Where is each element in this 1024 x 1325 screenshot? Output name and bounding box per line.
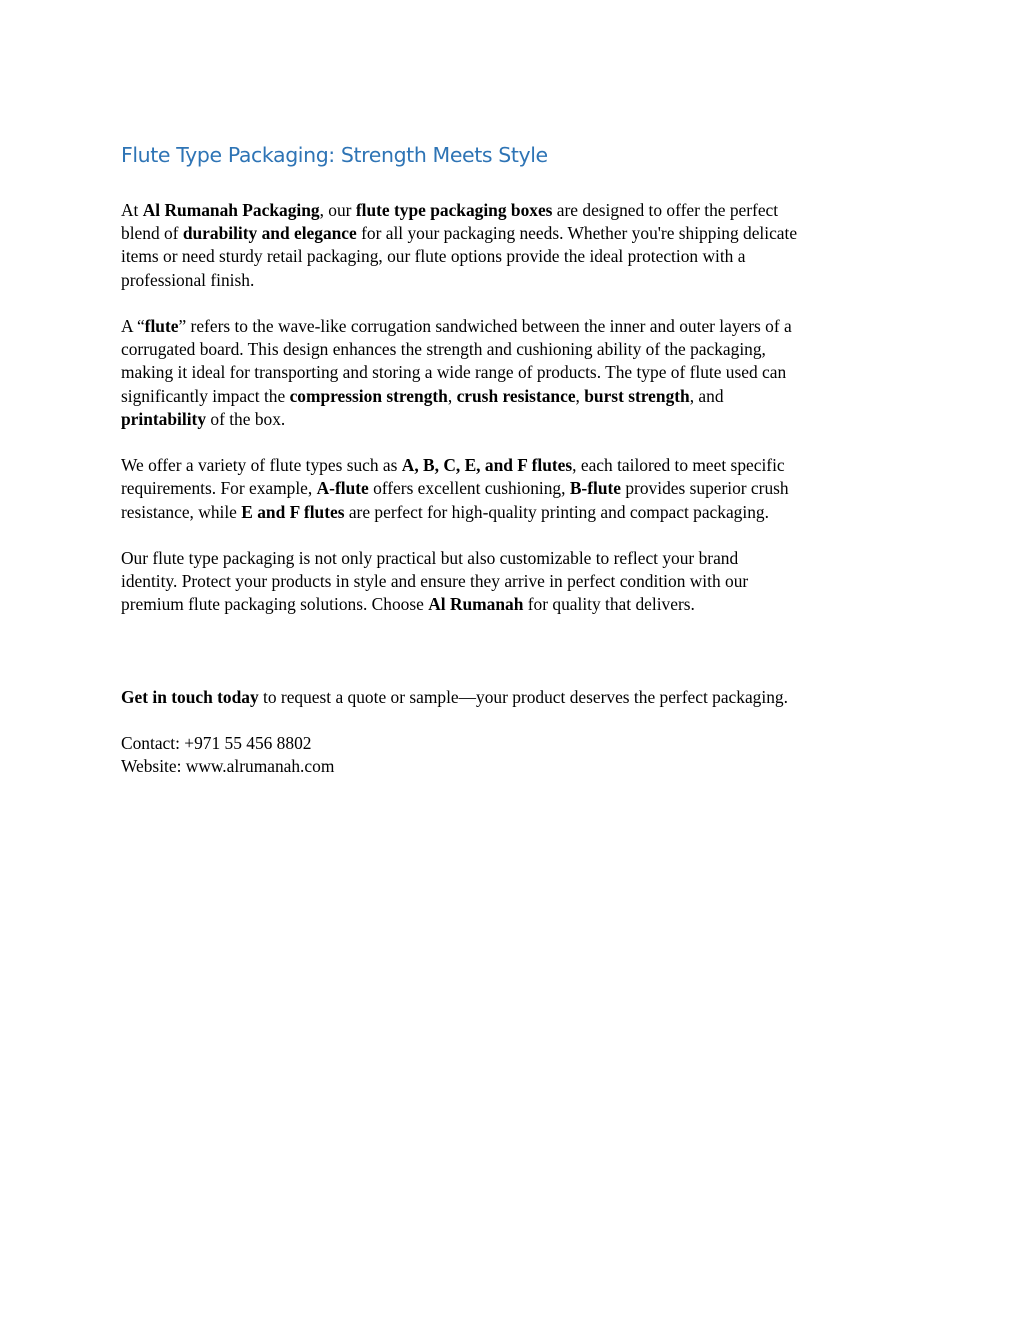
cta-bold: Get in touch today	[121, 686, 259, 707]
text-run: for quality that delivers.	[523, 594, 695, 615]
text-run: blend of	[121, 223, 183, 244]
flute-types-paragraph	[121, 454, 911, 524]
text-run: , and	[689, 385, 724, 406]
flute-line-5	[121, 408, 911, 431]
intro-line-4: professional finish.	[121, 269, 255, 290]
emphasis-bold: E and F flutes	[241, 501, 345, 522]
flute-line-1	[121, 315, 911, 338]
text-run: of the box.	[206, 408, 286, 429]
intro-line-1	[121, 199, 911, 222]
product-name-bold: flute type packaging boxes	[355, 200, 553, 220]
flute-definition-paragraph	[121, 315, 911, 431]
emphasis-bold: B-flute	[569, 478, 622, 499]
text-run: requirements. For example,	[121, 478, 317, 499]
text-run: , our	[319, 200, 356, 220]
intro-line-2	[121, 222, 911, 245]
text-run: A “	[121, 316, 145, 336]
emphasis-bold: crush resistance	[456, 385, 576, 406]
company-name-bold: Al Rumanah	[428, 594, 524, 615]
intro-paragraph	[121, 199, 911, 292]
text-run: , each tailored to meet specific	[572, 455, 785, 476]
custom-line-3	[121, 593, 911, 616]
text-run: to request a quote or sample—your product deserves the perfect packaging.	[258, 686, 788, 707]
custom-line-1: Our flute type packaging is not only practical but also customizable to reflect your brand	[121, 548, 739, 568]
flute-line-4	[121, 385, 911, 408]
types-line-3	[121, 501, 911, 524]
text-run: for all your packaging needs. Whether you're shipping delicate	[356, 223, 798, 244]
emphasis-bold: flute	[144, 316, 179, 336]
emphasis-bold: compression strength	[289, 385, 448, 406]
contact-phone: Contact: +971 55 456 8802	[121, 733, 312, 753]
text-run: ,	[575, 385, 585, 406]
text-run: are perfect for high-quality printing and compact packaging.	[344, 501, 769, 522]
text-run: significantly impact the	[121, 385, 290, 406]
types-line-1	[121, 454, 911, 477]
contact-website: Website: www.alrumanah.com	[121, 756, 335, 777]
types-line-2	[121, 477, 911, 500]
custom-line-2: identity. Protect your products in style and ensure they arrive in perfect condition with our	[121, 571, 749, 592]
text-run: resistance, while	[121, 501, 242, 522]
intro-line-3: items or need sturdy retail packaging, our flute options provide the ideal protection with a	[121, 246, 746, 267]
document-body	[121, 138, 911, 802]
text-run: provides superior crush	[621, 478, 789, 499]
customization-paragraph	[121, 547, 911, 617]
text-run: premium flute packaging solutions. Choose	[121, 594, 429, 615]
text-run: ,	[447, 385, 457, 406]
flute-line-2: corrugated board. This design enhances the strength and cushioning ability of the packaging,	[121, 339, 766, 360]
text-run: We offer a variety of flute types such as	[121, 455, 402, 476]
emphasis-bold: A, B, C, E, and F flutes	[401, 455, 573, 476]
flute-line-3: making it ideal for transporting and storing a wide range of products. The type of flute used can	[121, 362, 787, 383]
text-run: At	[121, 200, 143, 220]
company-name-bold: Al Rumanah Packaging	[142, 200, 320, 220]
call-to-action-paragraph	[121, 686, 911, 709]
emphasis-bold: printability	[121, 408, 207, 429]
text-run: offers excellent cushioning,	[368, 478, 570, 499]
emphasis-bold: A-flute	[316, 478, 369, 499]
emphasis-bold: durability and elegance	[182, 223, 357, 244]
text-run: ” refers to the wave-like corrugation sandwiched between the inner and outer layers of a	[178, 316, 792, 336]
text-run: are designed to offer the perfect	[552, 200, 779, 220]
emphasis-bold: burst strength	[584, 385, 690, 406]
cta-line	[121, 686, 911, 709]
contact-block	[121, 732, 911, 778]
document-title: Flute Type Packaging: Strength Meets Style	[121, 143, 548, 167]
